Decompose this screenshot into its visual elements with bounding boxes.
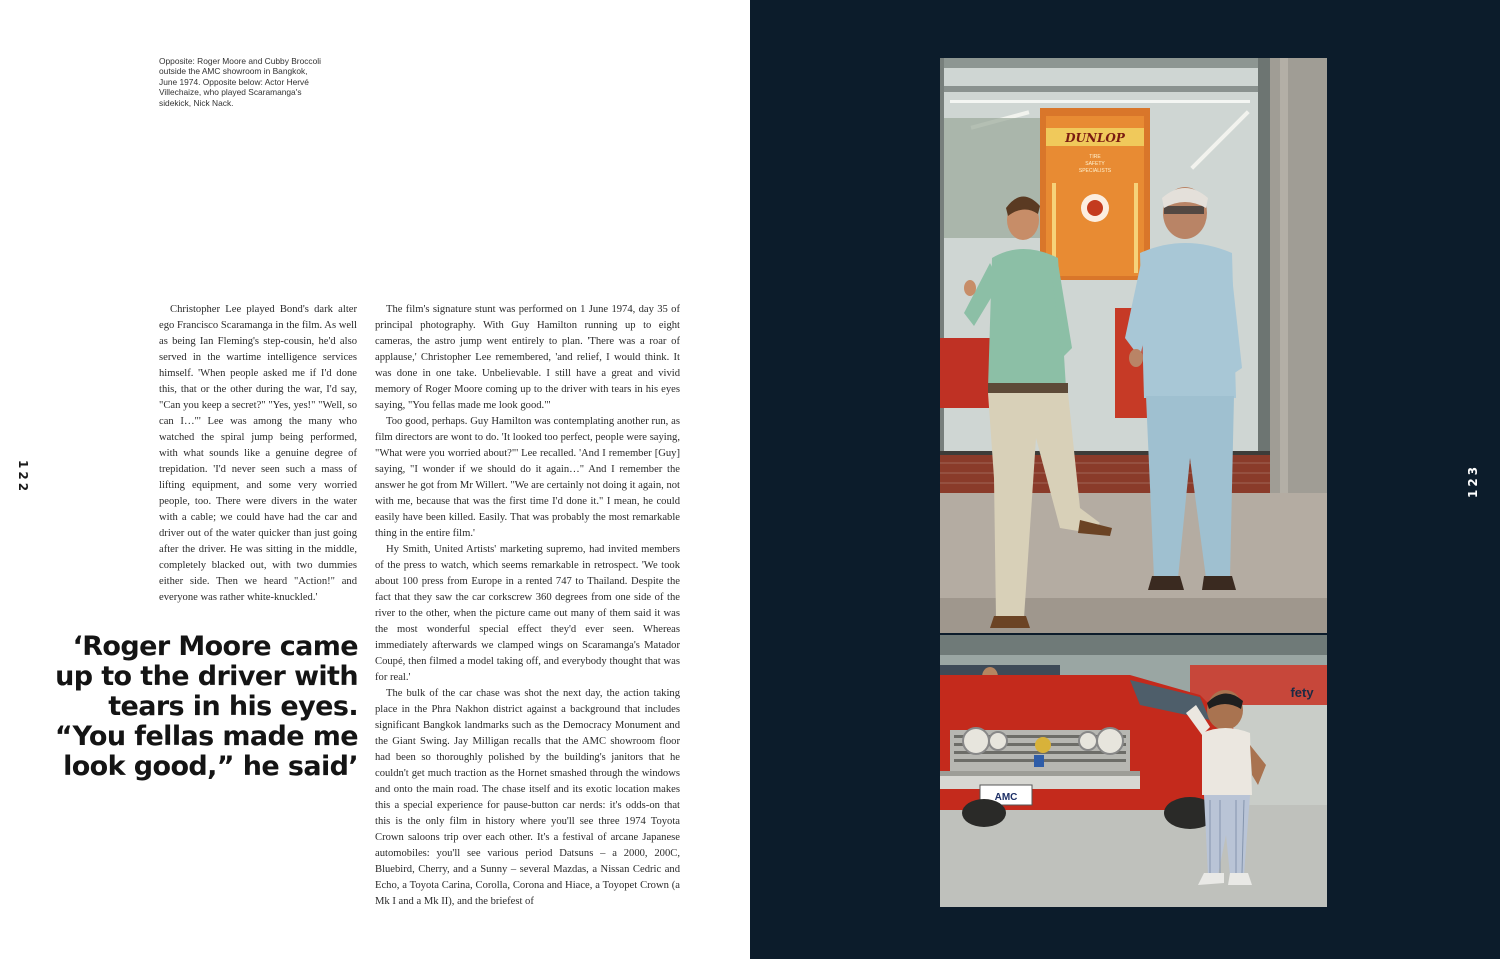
paragraph: The bulk of the car chase was shot the next day, the action taking place in the Phra Nakhon district against a background that includes significant Bangkok landmarks such as the Democracy Monument and the Giant Swing. Jay Milligan recalls that the AMC showroom floor had been so thoroughly polished by the building's janitors that he couldn't get much traction as the Hornet smashed through the windows and onto the main road. The chase itself and its exotic location makes this a special experience for pause-button car nerds: it's odds-on that this is the only film in history where you'll see three 1974 Toyota Crown saloons trip over each other. It's a festival of arcane Japanese automobiles: you'll see various period Datsuns – a 2000, 200C, Bluebird, Cherry, and a Sunny – several Mazdas, a Nissan Cedric and Echo, a Toyota Carina, Corolla, Corona and Hiace, a Toyopet Crown (a Mk I and a Mk II), and the briefest of <box>375 688 680 907</box>
dunlop-banner <box>1040 108 1150 280</box>
window-sign-text: fety <box>1290 685 1314 700</box>
photo-moore-broccoli-illustration <box>940 58 1327 633</box>
photo-moore-broccoli <box>940 58 1327 633</box>
banner-line: SPECIALISTS <box>1078 168 1112 174</box>
pull-quote: ‘Roger Moore came up to the driver with tears in his eyes. “You fellas made me look good,” he said’ <box>54 631 358 782</box>
photo-villechaize <box>940 635 1327 907</box>
text-column-1 <box>159 302 357 606</box>
banner-line: TIRE <box>1089 154 1101 160</box>
page-number-right: 123 <box>1466 463 1480 498</box>
page-number-left: 122 <box>16 460 30 495</box>
paragraph: Too good, perhaps. Guy Hamilton was contemplating another run, as film directors are wont to do. 'It looked too perfect, people were saying, "What were you worried about?"' Lee recalled. 'And I remember [Guy] saying, "I wonder if we should do it again…" And I remember the answer he got from Mr Willert. "We are certainly not doing it again, not with me, because that was the first time I'd done it." I mean, he could easily have been killed. Easily. That was probably the most remarkable thing in the entire film.' <box>375 416 680 539</box>
banner-line: SAFETY <box>1085 161 1105 167</box>
text-column-2 <box>375 302 680 914</box>
paragraph: Hy Smith, United Artists' marketing supremo, had invited members of the press to watch, which seems remarkable in retrospect. 'We took about 100 press from Europe in a rented 747 to Thailand. Despite the fact that they saw the car corkscrew 360 degrees from one side of the river to the other, when the picture came out many of them said it was the most wonderful special effect they'd ever seen. Whereas immediately afterwards we clamped wings on Scaramanga's Matador Coupé, then filmed a model taking off, and everybody thought that was for real.' <box>375 544 680 683</box>
photo-villechaize-illustration <box>940 635 1327 907</box>
photo-caption: Opposite: Roger Moore and Cubby Broccoli outside the AMC showroom in Bangkok, June 1974. Opposite below: Actor Hervé Villechaize, who played Scaramanga's sidekick, Nick Nack. <box>159 56 321 108</box>
banner-brand-text: DUNLOP <box>1065 131 1125 145</box>
paragraph: The film's signature stunt was performed on 1 June 1974, day 35 of principal photography. With Guy Hamilton running up to eight cameras, the astro jump went entirely to plan. 'There was a roar of applause,' Christopher Lee remembered, 'and relief, I would think. It was done in one take. Unbelievable. I still have a great and vivid memory of Roger Moore coming up to the driver with tears in his eyes saying, "You fellas made me look good."' <box>375 304 680 411</box>
car-plate-text: AMC <box>994 792 1018 803</box>
red-car <box>940 675 1240 829</box>
paragraph: Christopher Lee played Bond's dark alter ego Francisco Scaramanga in the film. As well as being Ian Fleming's step-cousin, he'd also served in the wartime intelligence services himself. 'When people asked me if I'd done this, that or the other during the war, I'd say, "Can you keep a secret?" "Yes, yes!" "Well, so can I…"' Lee was among the many who watched the spiral jump being performed, with what sounds like a genuine degree of trepidation. 'I'd never seen such a mass of lifting equipment, and some very worried people, too. There were divers in the water with a cable; we could have had the car and driver out of the water quicker than just going after the driver. He was sitting in the middle, completely blacked out, with two dummies either side. Then we heard "Action!" and everyone was rather white-knuckled.' <box>159 304 357 603</box>
